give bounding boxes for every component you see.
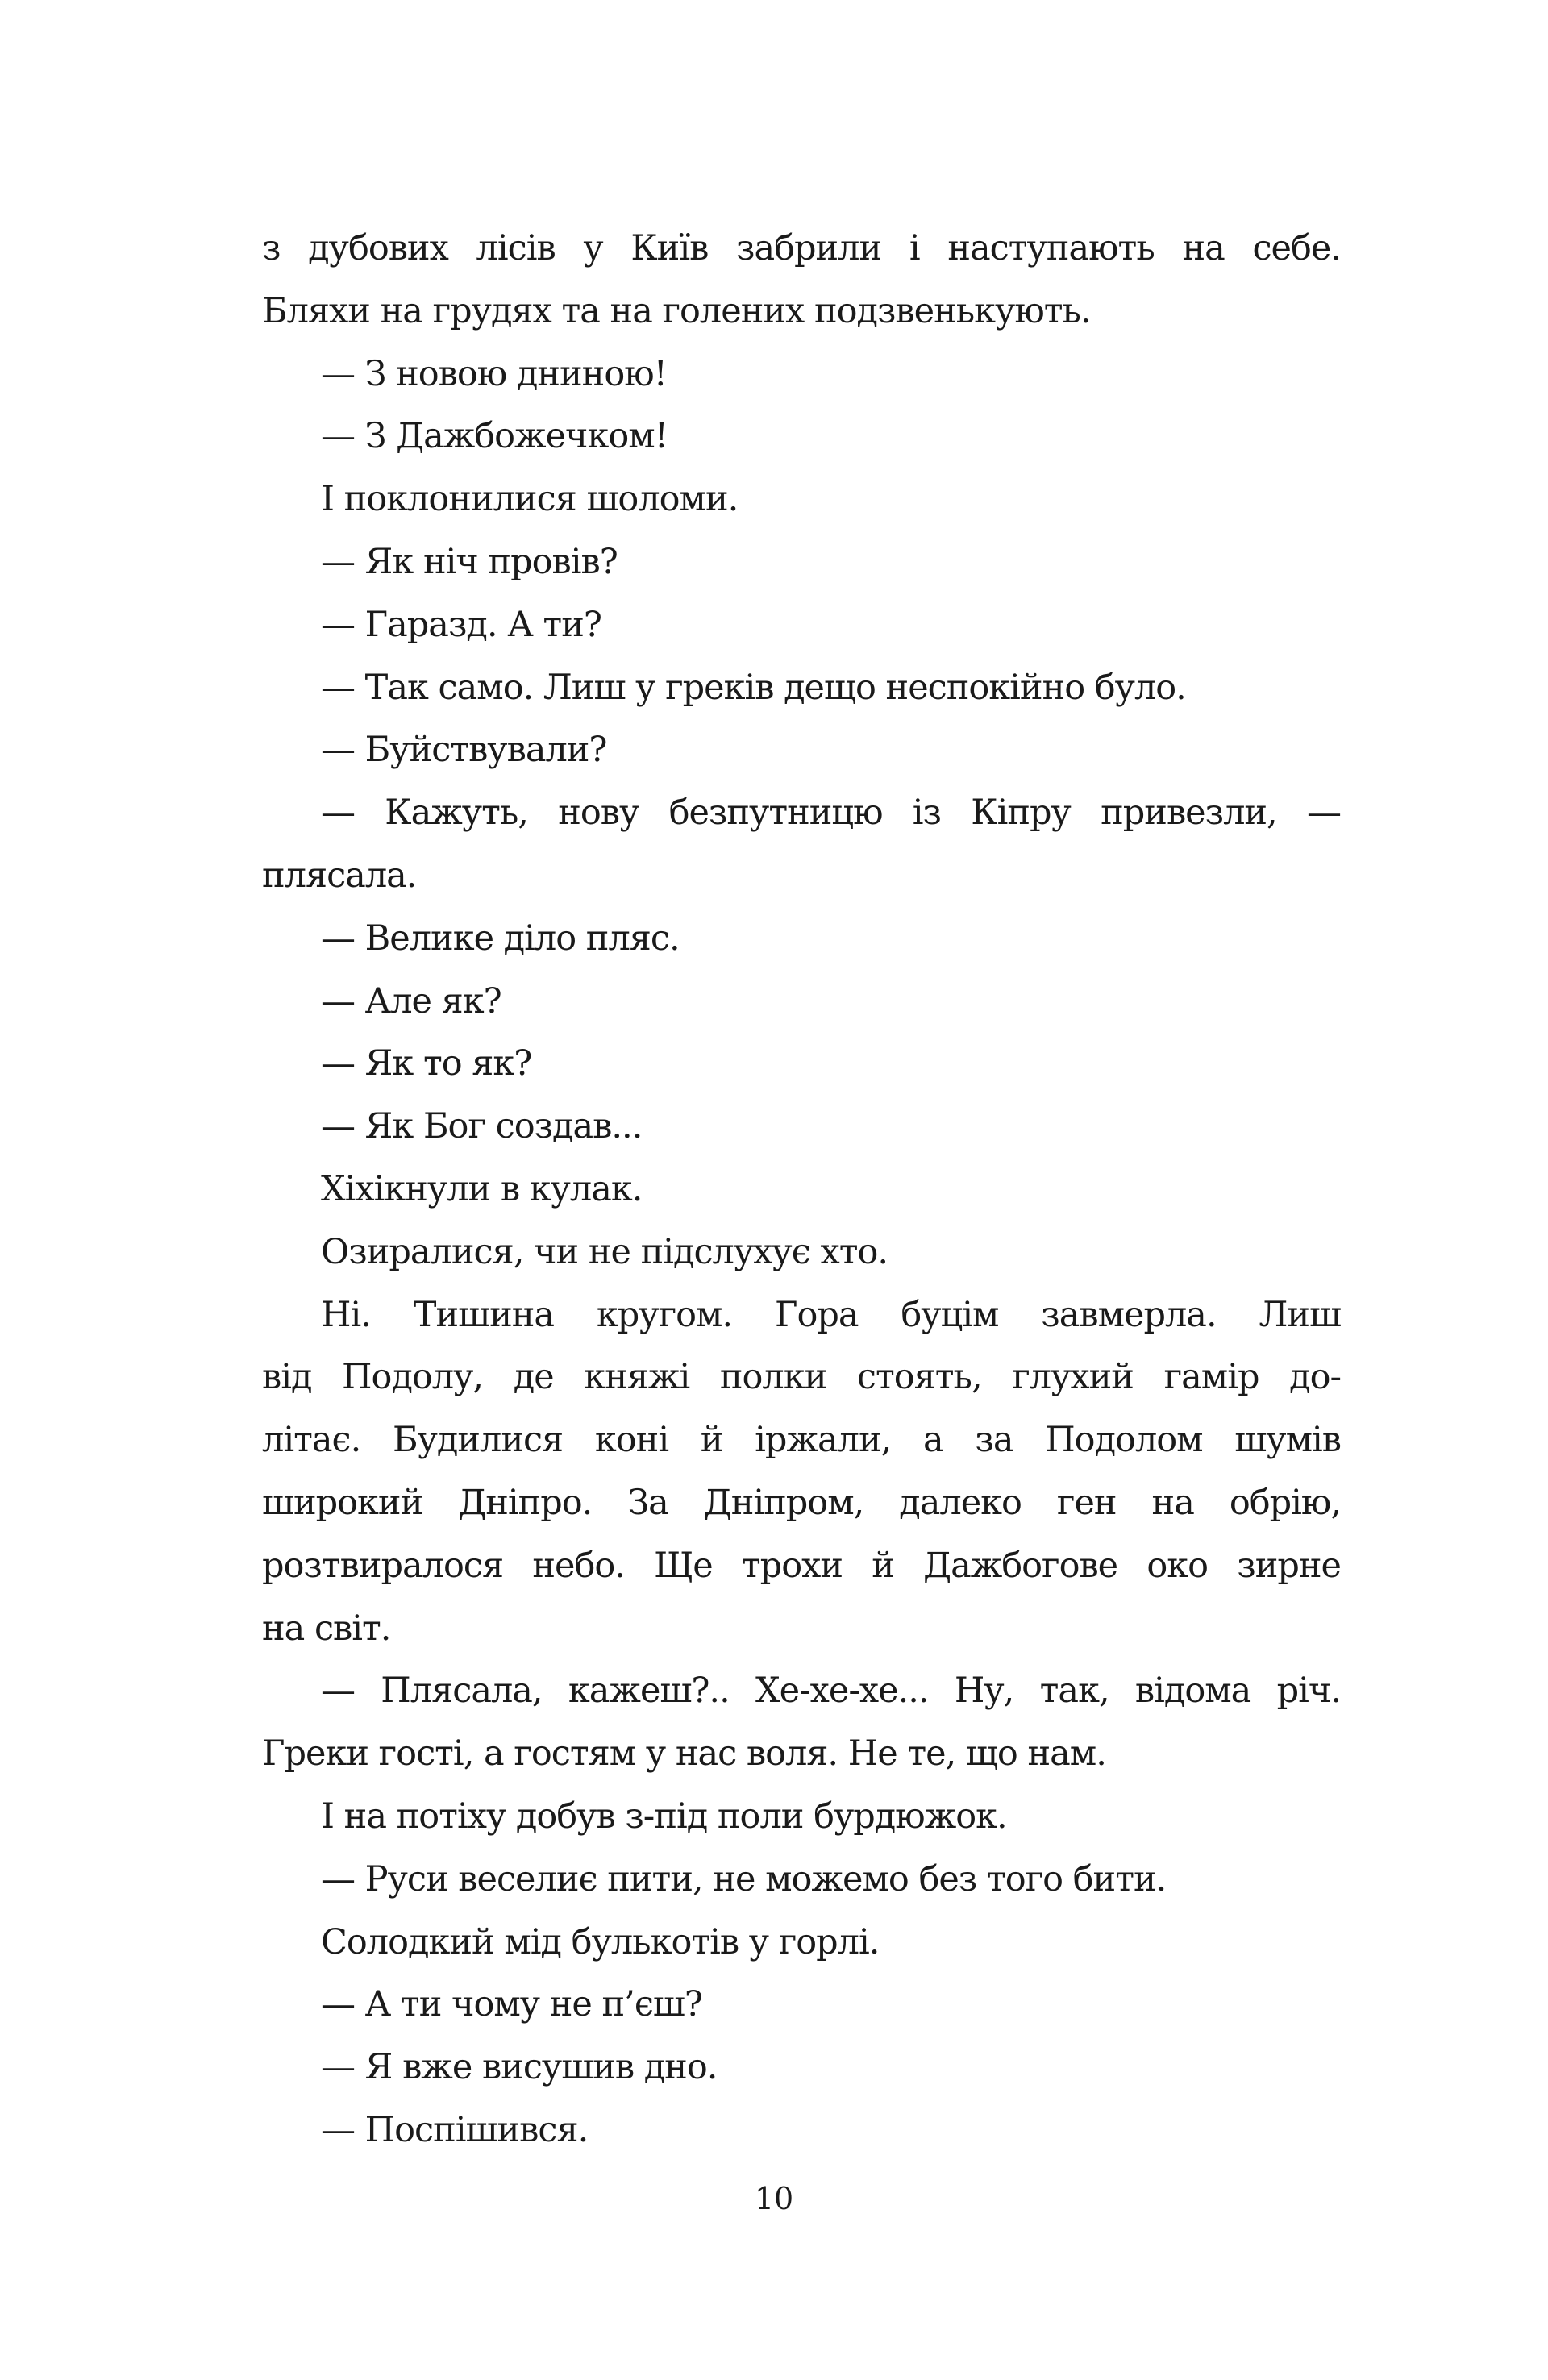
text-line: — Так само. Лиш у греків дещо неспокійно було.: [321, 667, 1186, 708]
text-line: Хіхікнули в кулак.: [321, 1168, 643, 1209]
text-line: — З Дажбожечком!: [321, 416, 668, 457]
text-line: — Як ніч провів?: [321, 541, 618, 582]
text-line: — А ти чому не п’єш?: [321, 1984, 702, 2025]
page-body: [262, 218, 1341, 2162]
text-line: — Як то як?: [321, 1043, 532, 1084]
text-line: Греки гості, а гостям у нас воля. Не те, що нам.: [262, 1733, 1106, 1775]
text-line: — Як Бог создав...: [321, 1106, 643, 1147]
text-line: Ні. Тишина кругом. Гора буцім завмерла. Лиш: [321, 1294, 1341, 1335]
page-number: 10: [754, 2181, 794, 2216]
text-line: плясала.: [262, 855, 417, 896]
text-line: — Велике діло пляс.: [321, 917, 680, 959]
text-line: — Кажуть, нову безпутницю із Кіпру привезли, —: [321, 793, 1341, 834]
text-line: — Я вже висушив дно.: [321, 2047, 718, 2088]
text-line: від Подолу, де княжі полки стоять, глухий гамір до-: [262, 1357, 1341, 1398]
text-line: І поклонилися шоломи.: [321, 479, 739, 520]
text-line: І на потіху добув з-під поли бурдюжок.: [321, 1795, 1007, 1837]
text-line: — Гаразд. А ти?: [321, 604, 601, 645]
text-line: — Поспішився.: [321, 2109, 589, 2150]
text-line: — Але як?: [321, 980, 501, 1021]
text-line: широкий Дніпро. За Дніпром, далеко ген на обрію,: [262, 1482, 1341, 1523]
text-line: — Плясала, кажеш?.. Хе-хе-хе... Ну, так, відома річ.: [321, 1671, 1341, 1712]
text-line: на світ.: [262, 1608, 391, 1649]
text-line: Солодкий мід булькотів у горлі.: [321, 1921, 880, 1962]
text-line: з дубових лісів у Київ забрили і наступають на себе.: [262, 228, 1341, 268]
text-line: літає. Будилися коні й іржали, а за Подолом шумів: [262, 1420, 1341, 1461]
text-line: розтвиралося небо. Ще трохи й Дажбогове око зирне: [262, 1545, 1341, 1586]
text-line: — Руси веселиє пити, не можемо без того бити.: [321, 1858, 1167, 1899]
text-line: Озиралися, чи не підслухує хто.: [321, 1231, 888, 1272]
text-line: — Буйствували?: [321, 730, 607, 771]
text-line: — З новою дниною!: [321, 353, 667, 394]
text-line: Бляхи на грудях та на голених подзвенькують.: [262, 290, 1091, 331]
